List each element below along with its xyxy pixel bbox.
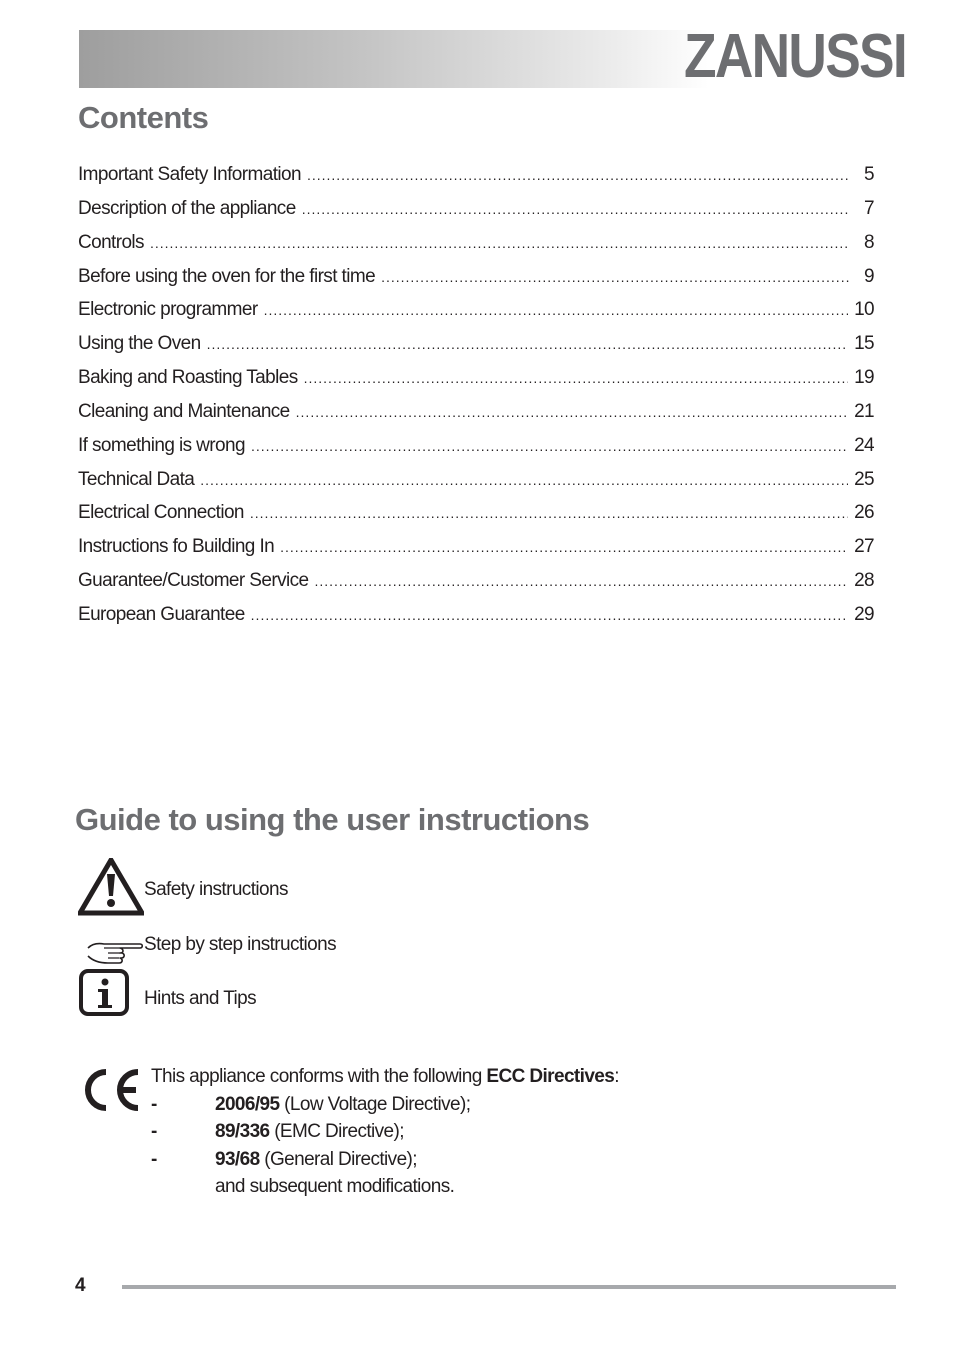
toc-entry-label: Before using the oven for the first time	[78, 265, 376, 287]
toc-dot-leader	[150, 235, 850, 251]
warning-triangle-icon	[78, 858, 144, 916]
brand-logo: ZANUSSI	[684, 22, 907, 91]
info-icon	[78, 968, 132, 1018]
toc-entry-page: 10	[854, 299, 874, 321]
toc-entry[interactable]	[78, 435, 874, 469]
directive-desc: (Low Voltage Directive);	[279, 1094, 471, 1115]
toc-entry[interactable]	[78, 401, 874, 435]
conformity-intro-bold: ECC Directives	[486, 1066, 615, 1087]
toc-entry-label: Guarantee/Customer Service	[78, 570, 309, 592]
toc-entry-label: Important Safety Information	[78, 164, 301, 185]
toc-dot-leader	[200, 472, 848, 488]
directive-body	[215, 1094, 470, 1116]
toc-entry-page: 21	[854, 400, 874, 422]
toc-entry-label: Cleaning and Maintenance	[78, 400, 290, 422]
toc-dot-leader	[250, 505, 848, 521]
toc-entry-label: Electrical Connection	[78, 502, 244, 524]
toc-dot-leader	[304, 370, 848, 386]
toc-entry[interactable]	[78, 232, 874, 266]
legend-safety	[78, 858, 288, 922]
conformity-intro-text: This appliance conforms with the following	[151, 1066, 482, 1087]
toc-entry[interactable]	[78, 299, 874, 333]
directive-code: 89/336	[215, 1121, 270, 1142]
toc-entry-page: 8	[864, 231, 874, 253]
toc-dot-leader	[302, 201, 850, 217]
toc-dot-leader	[314, 573, 848, 589]
directive-body	[215, 1121, 404, 1143]
toc-dot-leader	[381, 269, 850, 285]
toc-entry-label: Technical Data	[78, 468, 195, 490]
directive-code: 2006/95	[215, 1094, 280, 1115]
toc-entry[interactable]	[78, 367, 874, 401]
toc-entry[interactable]	[78, 333, 874, 367]
directive-body	[215, 1149, 417, 1171]
toc-dot-leader	[264, 302, 848, 318]
toc-entry[interactable]	[78, 502, 874, 536]
toc-entry-page: 19	[854, 367, 874, 389]
toc-entry-page: 26	[854, 502, 874, 524]
directive-closing: and subsequent modifications.	[215, 1176, 455, 1197]
toc-entry-page: 9	[864, 265, 874, 287]
toc-entry-page: 7	[864, 197, 874, 219]
toc-entry[interactable]	[78, 198, 874, 232]
directive-dash: -	[151, 1121, 157, 1142]
directive-code: 93/68	[215, 1149, 260, 1170]
toc-entry-page: 25	[854, 468, 874, 490]
toc-dot-leader	[251, 438, 848, 454]
contents-title: Contents	[78, 100, 209, 135]
toc-entry-page: 15	[854, 333, 874, 355]
toc-entry[interactable]	[78, 164, 874, 198]
page-number: 4	[75, 1275, 86, 1296]
toc-dot-leader	[280, 539, 848, 555]
guide-title: Guide to using the user instructions	[75, 802, 590, 837]
toc-entry-label: Using the Oven	[78, 333, 201, 355]
toc-entry-label: Instructions fo Building In	[78, 536, 275, 558]
ce-mark-icon	[80, 1066, 142, 1114]
legend-steps-text: Step by step instructions	[144, 934, 336, 955]
pointing-hand-icon	[86, 934, 146, 970]
header-gradient-bar	[79, 30, 709, 88]
directive-dash: -	[151, 1149, 157, 1170]
toc-entry[interactable]	[78, 266, 874, 300]
toc-entry-label: Description of the appliance	[78, 197, 296, 219]
toc-entry-page: 5	[864, 164, 874, 185]
toc-entry-page: 29	[854, 603, 874, 625]
toc-entry-label: Controls	[78, 231, 144, 253]
toc-entry[interactable]	[78, 570, 874, 604]
directive-dash: -	[151, 1094, 157, 1115]
toc-dot-leader	[251, 607, 848, 623]
directive-desc: (EMC Directive);	[269, 1121, 404, 1142]
legend-safety-text: Safety instructions	[144, 879, 288, 900]
toc-entry-label: If something is wrong	[78, 434, 245, 456]
toc-entry-page: 28	[854, 570, 874, 592]
conformity-intro	[151, 1066, 619, 1088]
toc-entry-page: 24	[854, 434, 874, 456]
toc-entry-label: European Guarantee	[78, 603, 245, 625]
table-of-contents	[78, 164, 874, 638]
toc-entry-page: 27	[854, 536, 874, 558]
toc-entry-label: Baking and Roasting Tables	[78, 367, 298, 389]
toc-entry-label: Electronic programmer	[78, 299, 258, 321]
toc-dot-leader	[296, 404, 848, 420]
legend-hints	[78, 968, 256, 1024]
legend-hints-text: Hints and Tips	[144, 988, 256, 1009]
toc-entry[interactable]	[78, 604, 874, 638]
toc-entry[interactable]	[78, 536, 874, 570]
directive-desc: (General Directive);	[259, 1149, 417, 1170]
footer-rule	[122, 1285, 896, 1289]
toc-dot-leader	[207, 336, 849, 352]
toc-dot-leader	[307, 167, 850, 183]
toc-entry[interactable]	[78, 469, 874, 503]
conformity-intro-end: :	[614, 1066, 619, 1087]
